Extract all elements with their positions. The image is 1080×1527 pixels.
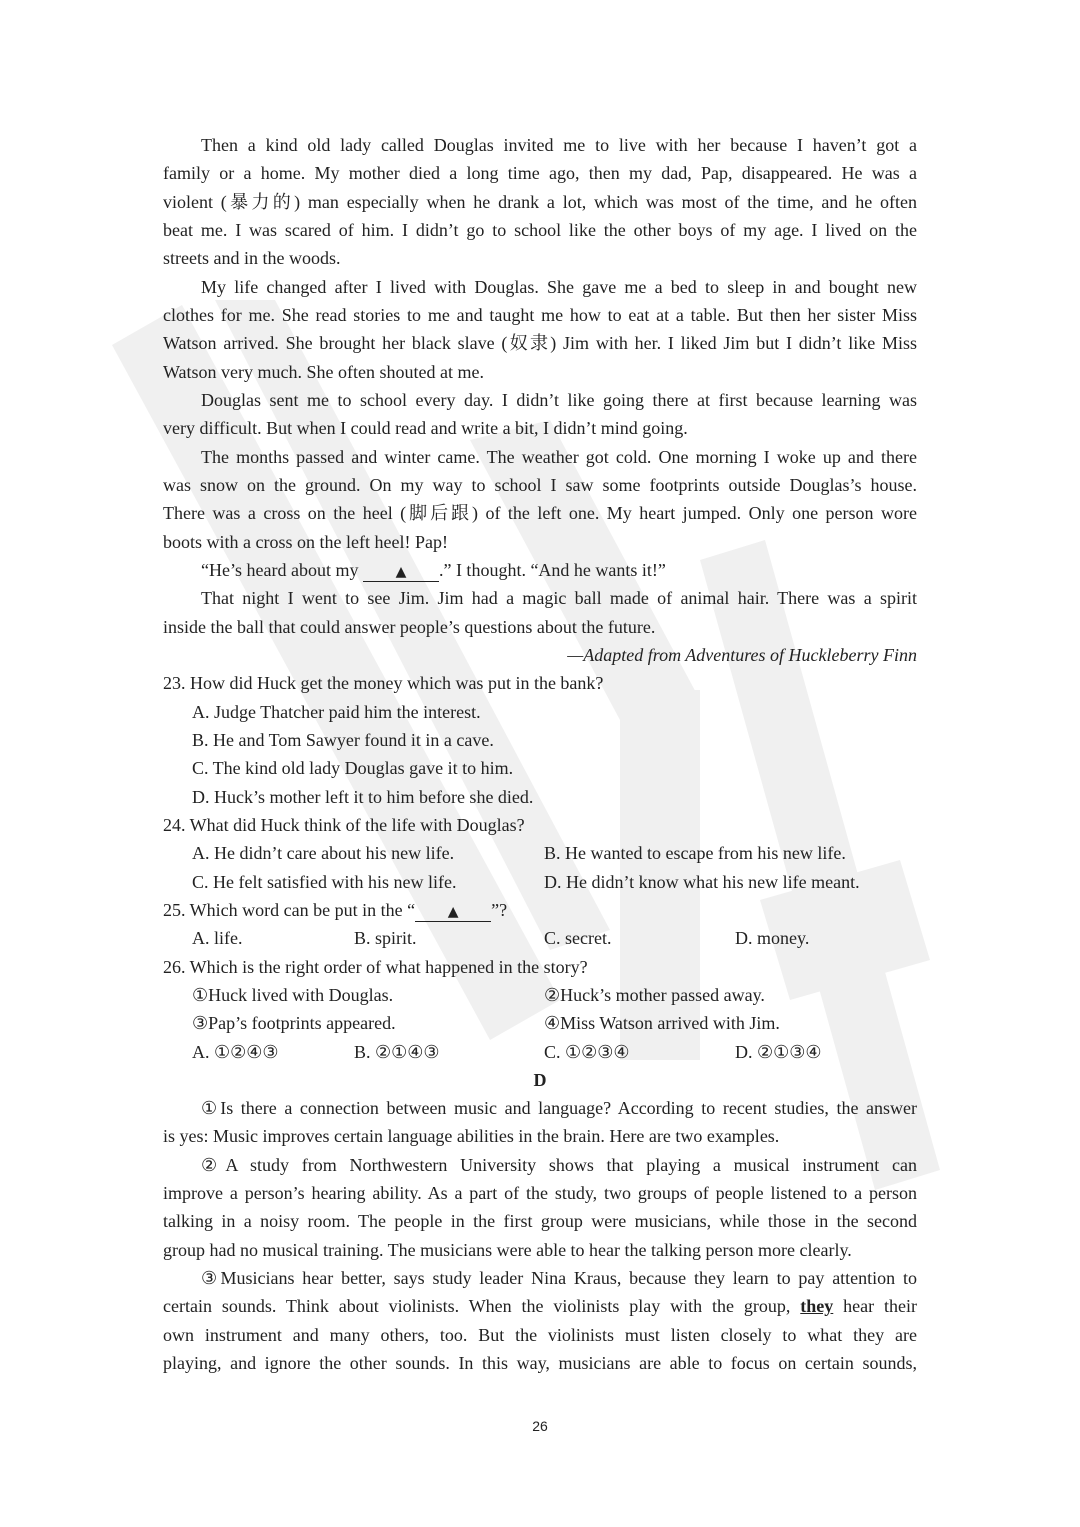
passage-text: certain sounds. Think about violinists. When the violinists play with the group, — [163, 1296, 801, 1317]
passage-line: boots with a cross on the left heel! Pap! — [163, 531, 448, 552]
passage-line: inside the ball that could answer people’s questions about the future. — [163, 616, 656, 637]
option-row — [163, 1038, 917, 1066]
option-26-c: C. ①②③④ — [544, 1041, 630, 1062]
event-row — [163, 981, 917, 1009]
question-stem-23: 23. How did Huck get the money which was put in the bank? — [163, 673, 604, 694]
question-text: 25. Which word can be put in the “ — [163, 899, 416, 920]
option-row — [163, 924, 917, 952]
event-row — [163, 1009, 917, 1037]
event-1: ①Huck lived with Douglas. — [192, 984, 394, 1005]
passage-line: is yes: Music improves certain language abilities in the brain. Here are two examples. — [163, 1126, 780, 1147]
option-23-b: B. He and Tom Sawyer found it in a cave. — [192, 729, 494, 750]
passage-line: improve a person’s hearing ability. As a part of the study, two groups of people listened to a person — [163, 1183, 917, 1204]
passage-line: ②A study from Northwestern University shows that playing a musical instrument can — [201, 1154, 917, 1175]
option-25-c: C. secret. — [544, 928, 612, 949]
option-24-c: C. He felt satisfied with his new life. — [192, 871, 457, 892]
passage-line — [163, 1292, 917, 1320]
passage-line: violent (暴力的) man especially when he drank a lot, which was most of the time, and he often — [163, 191, 917, 212]
page-number: 26 — [532, 1418, 548, 1434]
passage-line: Watson very much. She often shouted at me. — [163, 361, 484, 382]
passage-text: .” I thought. “And he wants it!” — [438, 559, 666, 580]
option-25-d: D. money. — [735, 928, 810, 949]
question-stem-24: 24. What did Huck think of the life with Douglas? — [163, 814, 525, 835]
passage-line: clothes for me. She read stories to me and taught me how to eat at a table. But then her sister Miss — [163, 304, 917, 325]
passage-source: —Adapted from Adventures of Huckleberry Finn — [567, 644, 917, 665]
passage-line-with-blank — [163, 556, 917, 584]
option-24-a: A. He didn’t care about his new life. — [192, 843, 455, 864]
passage-line: Then a kind old lady called Douglas invited me to live with her because I haven’t got a — [201, 135, 917, 155]
passage-text: “He’s heard about my — [201, 559, 363, 580]
page-content — [163, 131, 917, 1377]
passage-line: very difficult. But when I could read and write a bit, I didn’t mind going. — [163, 418, 688, 439]
passage-line: Watson arrived. She brought her black slave (奴隶) Jim with her. I liked Jim but I didn’t like Miss — [163, 333, 917, 354]
option-25-a: A. life. — [192, 928, 243, 949]
option-23-c: C. The kind old lady Douglas gave it to him. — [192, 758, 514, 779]
passage-line: streets and in the woods. — [163, 248, 341, 269]
passage-line: own instrument and many others, too. But the violinists must listen closely to what they are — [163, 1324, 917, 1345]
passage-line: ③Musicians hear better, says study leader Nina Kraus, because they learn to pay attention to — [201, 1268, 917, 1289]
question-text: ”? — [491, 899, 508, 920]
underlined-word: they — [800, 1296, 834, 1317]
passage-line: beat me. I was scared of him. I didn’t go to school like the other boys of my age. I lived on the — [163, 219, 917, 240]
passage-line: playing, and ignore the other sounds. In this way, musicians are able to focus on certain sounds, — [163, 1353, 917, 1374]
passage-line: Douglas sent me to school every day. I didn’t like going there at first because learning was — [201, 389, 917, 410]
passage-text: hear their — [833, 1296, 917, 1317]
passage-line: There was a cross on the heel (脚后跟) of the left one. My heart jumped. Only one person wore — [163, 503, 917, 524]
passage-line: That night I went to see Jim. Jim had a magic ball made of animal hair. There was a spirit — [201, 588, 917, 609]
option-26-d: D. ②①③④ — [735, 1041, 822, 1062]
option-25-b: B. spirit. — [354, 928, 417, 949]
option-row — [163, 868, 917, 896]
question-stem-25 — [163, 896, 917, 924]
option-26-a: A. ①②④③ — [192, 1041, 279, 1062]
section-title: D — [533, 1069, 547, 1090]
passage-line: talking in a noisy room. The people in the first group were musicians, while those in the second — [163, 1211, 917, 1232]
event-2: ②Huck’s mother passed away. — [544, 984, 765, 1005]
question-stem-26: 26. Which is the right order of what happened in the story? — [163, 956, 588, 977]
passage-line: The months passed and winter came. The weather got cold. One morning I woke up and there — [201, 446, 917, 467]
passage-line: family or a home. My mother died a long time ago, then my dad, Pap, disappeared. He was a — [163, 163, 917, 184]
option-26-b: B. ②①④③ — [354, 1041, 440, 1062]
passage-line: My life changed after I lived with Douglas. She gave me a bed to sleep in and bought new — [201, 276, 917, 297]
option-23-d: D. Huck’s mother left it to him before she died. — [192, 786, 534, 807]
event-4: ④Miss Watson arrived with Jim. — [544, 1013, 780, 1034]
option-row — [163, 839, 917, 867]
passage-line: ①Is there a connection between music and language? According to recent studies, the answer — [201, 1098, 917, 1119]
passage-line: group had no musical training. The musicians were able to hear the talking person more clearly. — [163, 1239, 852, 1260]
answer-blank: ▲ — [415, 903, 491, 922]
answer-blank: ▲ — [363, 563, 439, 582]
option-24-d: D. He didn’t know what his new life meant. — [544, 871, 860, 892]
passage-line: was snow on the ground. On my way to school I saw some footprints outside Douglas’s house. — [163, 474, 917, 495]
option-23-a: A. Judge Thatcher paid him the interest. — [192, 701, 481, 722]
option-24-b: B. He wanted to escape from his new life. — [544, 843, 846, 864]
event-3: ③Pap’s footprints appeared. — [192, 1013, 396, 1034]
